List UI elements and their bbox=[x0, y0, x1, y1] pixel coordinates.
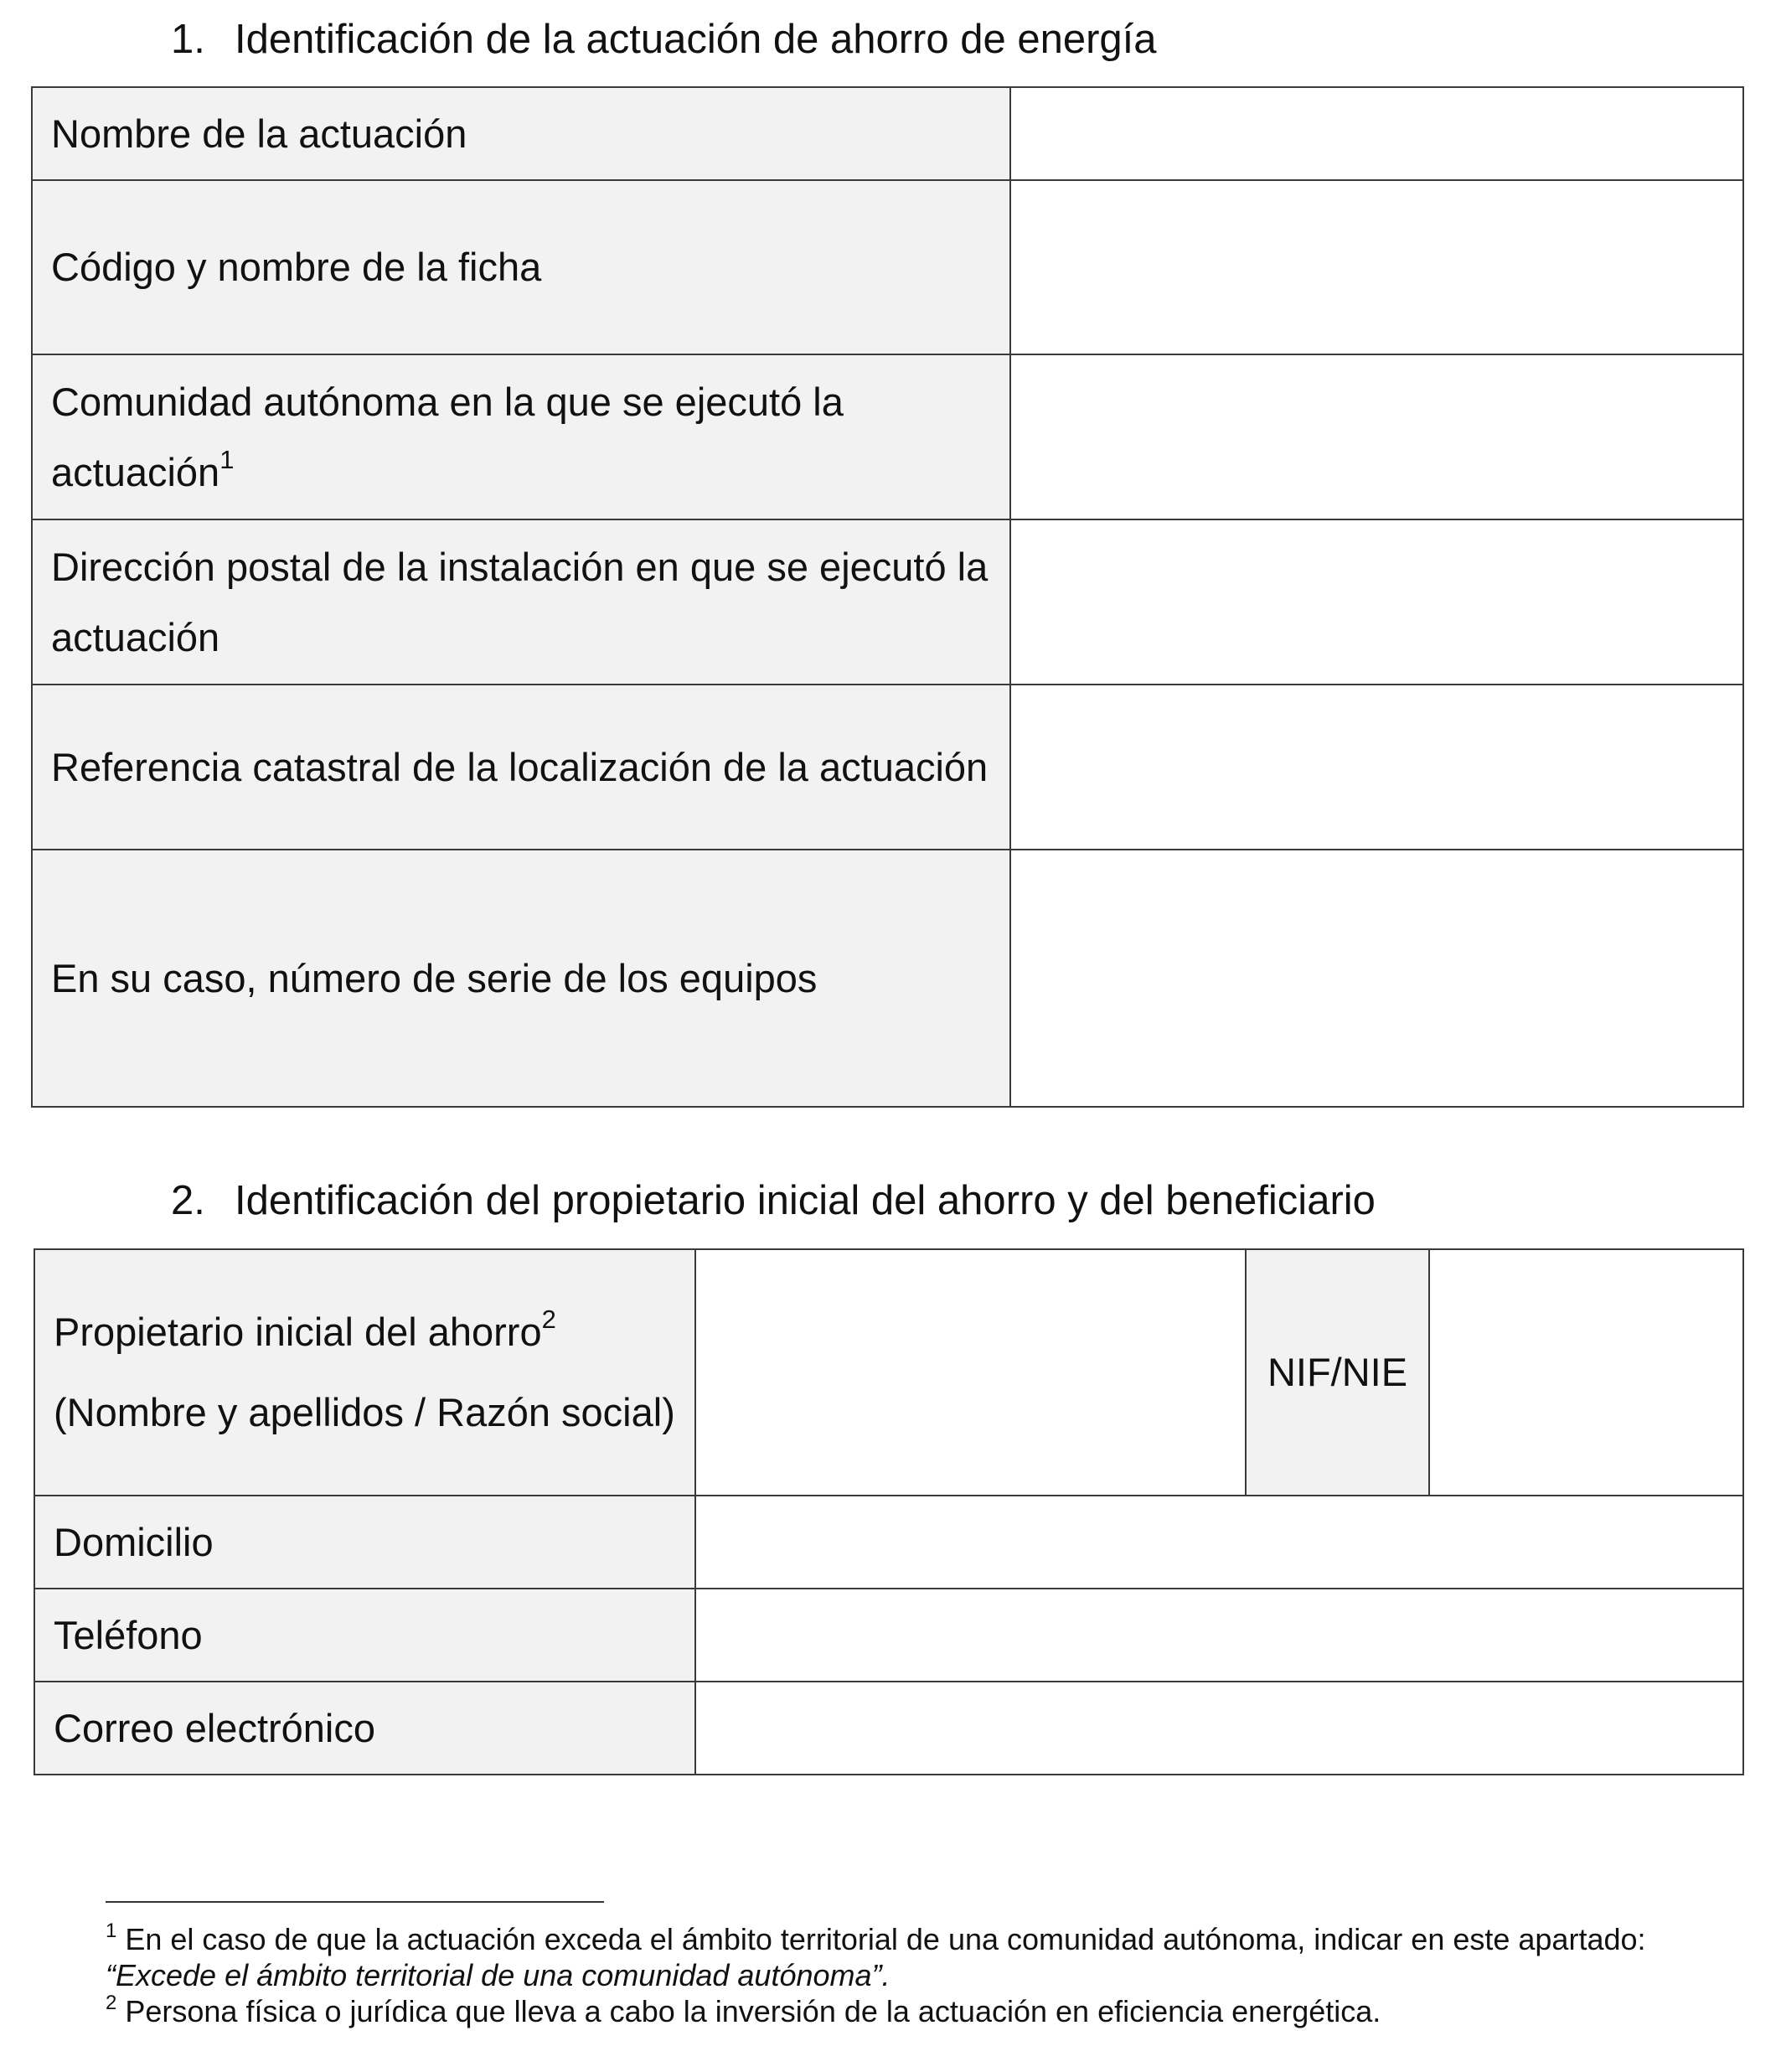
correo-field[interactable] bbox=[695, 1682, 1743, 1775]
propietario-field[interactable] bbox=[695, 1249, 1246, 1496]
footnote-2-mark: 2 bbox=[106, 1992, 117, 2014]
section-1-title: Identificación de la actuación de ahorro de energía bbox=[235, 17, 1157, 62]
row-label-direccion: Dirección postal de la instalación en que se ejecutó la actuación bbox=[32, 519, 1010, 685]
footnote-1-mark: 1 bbox=[106, 1920, 117, 1942]
domicilio-field[interactable] bbox=[695, 1496, 1743, 1589]
footnote-ref-1: 1 bbox=[219, 444, 235, 474]
table-row bbox=[34, 1589, 1743, 1682]
footnote-separator bbox=[106, 1901, 604, 1903]
actuation-table bbox=[31, 86, 1744, 1108]
table-row bbox=[32, 354, 1743, 519]
nif-nie-field[interactable] bbox=[1429, 1249, 1743, 1496]
section-2-number: 2. bbox=[171, 1178, 205, 1223]
table-row bbox=[32, 850, 1743, 1107]
row-label-telefono: Teléfono bbox=[34, 1589, 695, 1682]
row-label-codigo-ficha: Código y nombre de la ficha bbox=[32, 180, 1010, 354]
nif-nie-label: NIF/NIE bbox=[1246, 1249, 1429, 1496]
footnote-2-text: Persona física o jurídica que lleva a cabo la inversión de la actuación en eficiencia energética. bbox=[116, 1994, 1381, 2028]
row-label-propietario bbox=[34, 1249, 695, 1496]
numero-serie-field[interactable] bbox=[1010, 850, 1743, 1107]
direccion-field[interactable] bbox=[1010, 519, 1743, 685]
propietario-label-text: Propietario inicial del ahorro bbox=[54, 1310, 542, 1354]
telefono-field[interactable] bbox=[695, 1589, 1743, 1682]
table-row bbox=[32, 87, 1743, 180]
referencia-catastral-field[interactable] bbox=[1010, 685, 1743, 850]
row-label-comunidad bbox=[32, 354, 1010, 519]
table-row bbox=[34, 1682, 1743, 1775]
footnote-2 bbox=[106, 1993, 1747, 2029]
footnote-1-italic: “Excede el ámbito territorial de una comunidad autónoma”. bbox=[106, 1958, 890, 1992]
footnote-1 bbox=[106, 1921, 1747, 1993]
section-2-heading bbox=[171, 1176, 1376, 1226]
table-row bbox=[32, 519, 1743, 685]
table-row bbox=[34, 1249, 1743, 1496]
row-label-domicilio: Domicilio bbox=[34, 1496, 695, 1589]
comunidad-label-text: Comunidad autónoma en la que se ejecutó la actuación bbox=[51, 379, 844, 494]
section-1-number: 1. bbox=[171, 17, 205, 62]
table-row bbox=[32, 180, 1743, 354]
table-row bbox=[34, 1496, 1743, 1589]
footnote-1-text: En el caso de que la actuación exceda el ámbito territorial de una comunidad autónoma, indicar en este apartado: bbox=[116, 1922, 1646, 1956]
propietario-label-rest: (Nombre y apellidos / Razón social) bbox=[54, 1390, 675, 1434]
section-2-title: Identificación del propietario inicial del ahorro y del beneficiario bbox=[235, 1178, 1376, 1223]
footnotes bbox=[106, 1921, 1747, 2029]
comunidad-field[interactable] bbox=[1010, 354, 1743, 519]
row-label-correo: Correo electrónico bbox=[34, 1682, 695, 1775]
row-label-numero-serie: En su caso, número de serie de los equipos bbox=[32, 850, 1010, 1107]
table-row bbox=[32, 685, 1743, 850]
codigo-ficha-field[interactable] bbox=[1010, 180, 1743, 354]
row-label-referencia-catastral: Referencia catastral de la localización de la actuación bbox=[32, 685, 1010, 850]
owner-table bbox=[34, 1248, 1744, 1775]
row-label-nombre-actuacion: Nombre de la actuación bbox=[32, 87, 1010, 180]
section-1-heading bbox=[171, 14, 1157, 65]
footnote-ref-2: 2 bbox=[541, 1305, 556, 1335]
nombre-actuacion-field[interactable] bbox=[1010, 87, 1743, 180]
